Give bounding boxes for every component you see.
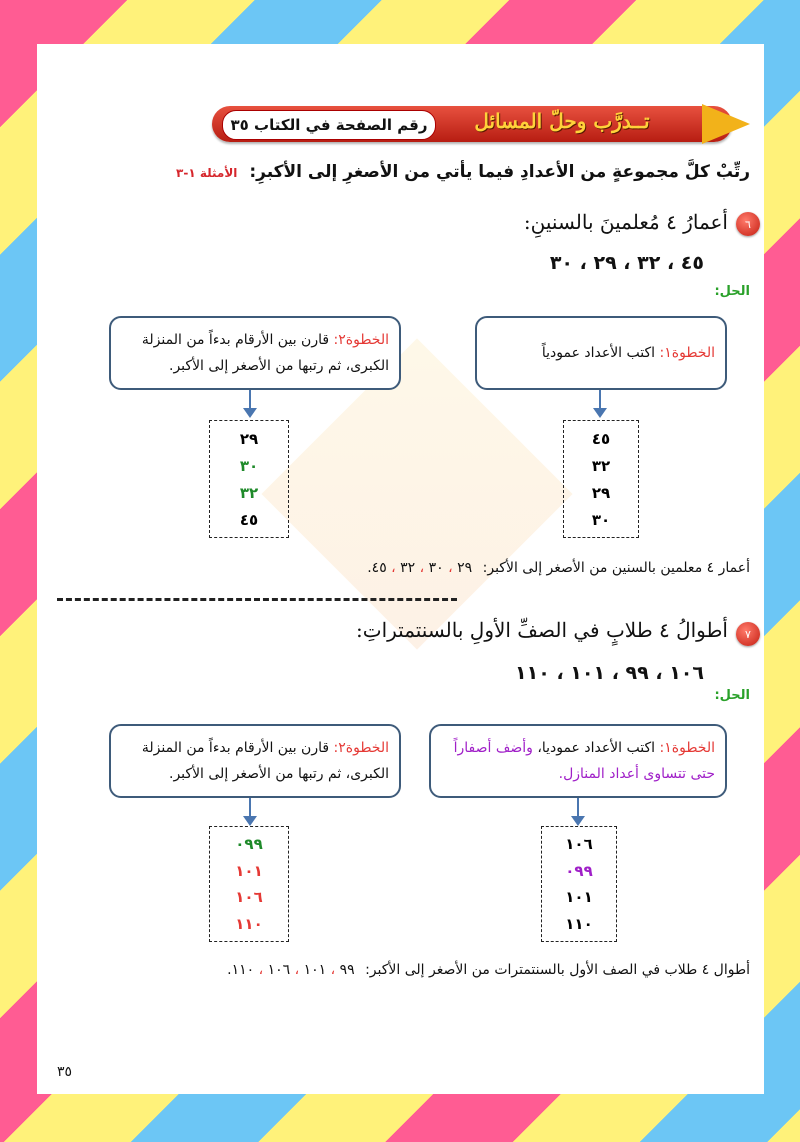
section-divider	[57, 598, 457, 601]
q6-answer-value: ٢٩	[457, 560, 473, 576]
question-7-solution-label: الحل:	[714, 688, 750, 703]
q7-column-2	[209, 826, 289, 942]
q6-col1-value: ٢٩	[591, 483, 611, 502]
q6-col1-value: ٣٢	[591, 456, 611, 475]
q6-col2-value: ٢٩	[239, 429, 259, 448]
banner-title: تــدرَّب وحلّ المسائل	[474, 109, 650, 133]
q7-step2-arrow-icon	[249, 798, 251, 818]
q6-answer-value: ٣٠	[428, 560, 444, 576]
instruction-ref: الأمثلة ١-٣	[176, 166, 238, 180]
q7-step1-text-c: أصفاراً حتى تتساوى أعداد المنازل.	[453, 740, 715, 782]
banner-page-ref: رقم الصفحة في الكتاب ٣٥	[222, 110, 436, 140]
q6-column-1	[563, 420, 639, 538]
q7-step1-box	[429, 724, 727, 798]
q7-answer-value: ١٠٦	[267, 962, 291, 978]
q7-col1-value: ١٠٦	[565, 835, 593, 854]
q6-column-2	[209, 420, 289, 538]
q7-col2-value: ٠٩٩	[235, 835, 263, 854]
q6-step1-label: الخطوة١:	[659, 345, 715, 361]
q7-col2-value: ١٠١	[235, 861, 263, 880]
q7-answer-value: ١١٠	[231, 962, 255, 978]
q6-col1-value: ٣٠	[591, 510, 611, 529]
q6-step2-label: الخطوة٢:	[333, 332, 389, 348]
question-6-solution-label: الحل:	[714, 284, 750, 299]
instruction-text: رتِّبْ كلَّ مجموعةٍ من الأعدادِ فيما يأتي من الأصغرِ إلى الأكبرِ:	[249, 162, 750, 182]
question-6-numbers: ٤٥ ، ٣٢ ، ٢٩ ، ٣٠	[549, 252, 704, 274]
q6-step1-arrow-icon	[599, 390, 601, 410]
q7-col1-value: ١٠١	[565, 888, 593, 907]
q7-col2-value: ١٠٦	[235, 888, 263, 907]
q7-step1-text-b: وأضف	[495, 740, 533, 756]
q6-col2-value: ٤٥	[239, 510, 259, 529]
worksheet-page	[37, 44, 764, 1094]
question-6-badge: ٦	[736, 212, 760, 236]
q6-step1-text: اكتب الأعداد عمودياً	[541, 345, 656, 361]
q7-step2-text: قارن بين الأرقام بدءاً من المنزلة الكبرى، ثم رتبها من الأصغر إلى الأكبر.	[141, 740, 389, 782]
q7-answer-prefix: أطوال ٤ طلاب في الصف الأول بالسنتمترات من الأصغر إلى الأكبر:	[365, 962, 750, 978]
q6-answer-value: ٤٥	[371, 560, 387, 576]
q7-col1-value: ٠٩٩	[565, 861, 593, 880]
q7-answer-value: ١٠١	[303, 962, 327, 978]
q7-step1-arrow-icon	[577, 798, 579, 818]
q6-step1-box	[475, 316, 727, 390]
q6-answer: أعمار ٤ معلمين بالسنين من الأصغر إلى الأكبر: ٢٩ ، ٣٠ ، ٣٢ ، ٤٥.	[367, 560, 750, 576]
q7-answer: أطوال ٤ طلاب في الصف الأول بالسنتمترات من الأصغر إلى الأكبر: ٩٩ ، ١٠١ ، ١٠٦ ، ١١٠.	[227, 962, 750, 978]
q7-step2-label: الخطوة٢:	[333, 740, 389, 756]
q7-step1-label: الخطوة١:	[659, 740, 715, 756]
section-banner	[212, 106, 750, 144]
question-6-text: أعمارُ ٤ مُعلمينَ بالسنينِ:	[523, 210, 728, 234]
q6-step2-text: قارن بين الأرقام بدءاً من المنزلة الكبرى، ثم رتبها من الأصغر إلى الأكبر.	[141, 332, 389, 374]
question-7-numbers: ١٠٦ ، ٩٩ ، ١٠١ ، ١١٠	[515, 662, 704, 684]
q7-answer-value: ٩٩	[339, 962, 355, 978]
q6-col2-value: ٣٠	[239, 456, 259, 475]
q7-step2-box	[109, 724, 401, 798]
q6-step2-arrow-icon	[249, 390, 251, 410]
q7-step1-text-a: اكتب الأعداد عموديا،	[537, 740, 656, 756]
page-number: ٣٥	[57, 1064, 73, 1080]
banner-arrow-icon	[702, 104, 750, 144]
q6-col2-value: ٣٢	[239, 483, 259, 502]
q6-step2-box	[109, 316, 401, 390]
q6-col1-value: ٤٥	[591, 429, 611, 448]
q7-col2-value: ١١٠	[235, 914, 263, 933]
q6-answer-prefix: أعمار ٤ معلمين بالسنين من الأصغر إلى الأكبر:	[482, 560, 750, 576]
question-7-badge: ٧	[736, 622, 760, 646]
q7-col1-value: ١١٠	[565, 914, 593, 933]
q6-answer-value: ٣٢	[400, 560, 416, 576]
question-7-text: أطوالُ ٤ طلابٍ في الصفِّ الأولِ بالسنتمتراتِ:	[356, 618, 728, 642]
q7-column-1	[541, 826, 617, 942]
instruction	[50, 162, 750, 182]
